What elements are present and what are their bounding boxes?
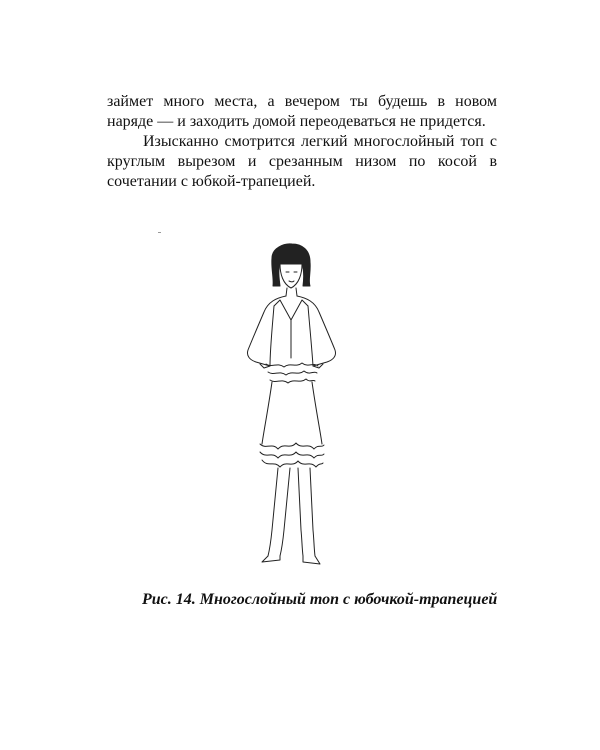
print-speck — [158, 232, 161, 233]
fashion-sketch-figure — [200, 240, 380, 570]
woman-in-layered-top-and-a-line-skirt-illustration — [200, 240, 380, 570]
paragraph-description: Изысканно смотрится легкий многослойный топ с круглым вырезом и срезанным низом по косой в сочетании с юбкой-трапецией. — [107, 133, 497, 190]
paragraph-continuation: займет много места, а вечером ты будешь в новом наряде — и заходить домой переодеваться не придется. — [107, 93, 497, 130]
body-text — [107, 92, 497, 192]
figure-caption: Рис. 14. Многослойный топ с юбочкой-трапецией — [142, 591, 498, 608]
